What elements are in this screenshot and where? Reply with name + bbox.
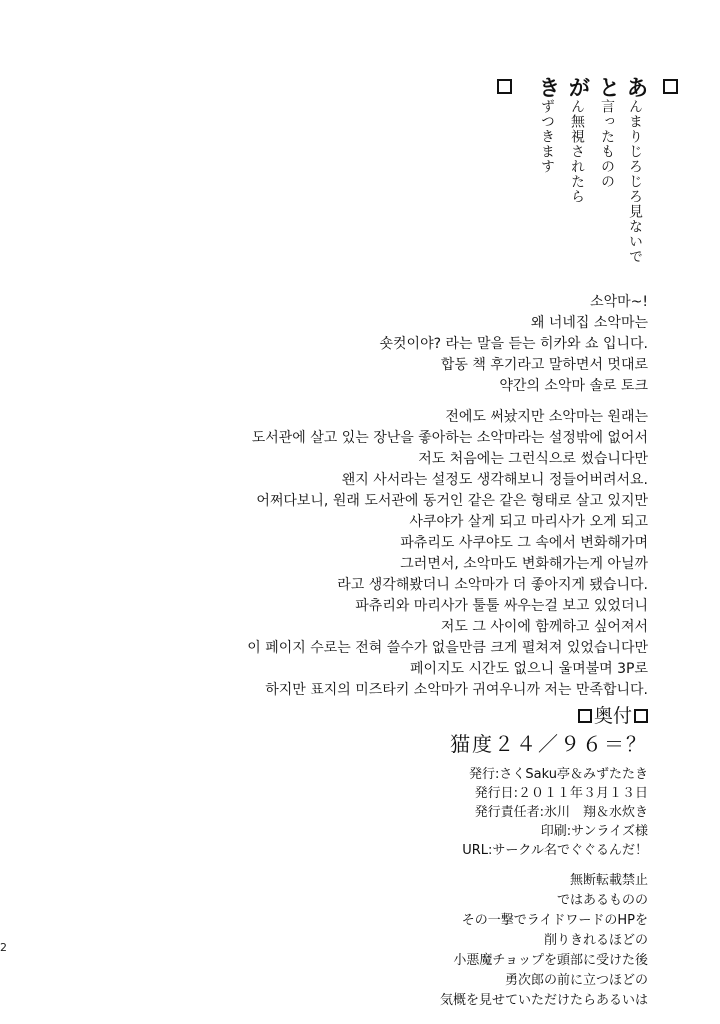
korean-line: 이 페이지 수로는 전혀 쓸수가 없을만큼 크게 펼쳐져 있었습니다만 — [247, 640, 648, 656]
korean-line: 저도 처음에는 그런식으로 썼습니다만 — [418, 451, 648, 467]
vertical-line-initial: き — [535, 76, 560, 99]
vertical-line-1 — [624, 76, 646, 264]
closing-line: その一撃でライドワードのHPを — [461, 913, 648, 928]
closing-line: 小悪魔チョップを頭部に受けた後 — [453, 953, 648, 968]
korean-line: 왜 너네집 소악마는 — [530, 315, 648, 331]
colophon-line: URL:サークル名でぐぐるんだ！ — [462, 843, 648, 858]
book-title: 猫度２４／９６＝？ — [450, 732, 648, 756]
korean-line: 파츄리와 마리사가 툴툴 싸우는걸 보고 있었더니 — [355, 598, 648, 614]
korean-line: 어쩌다보니, 원래 도서관에 동거인 같은 같은 형태로 살고 있지만 — [256, 493, 648, 509]
korean-line: 약간의 소악마 솔로 토크 — [499, 378, 648, 394]
vertical-line-text: んまりじろじろ見ないで — [627, 99, 643, 264]
vertical-line-initial: あ — [623, 76, 648, 99]
colophon-line: 発行日:２０１１年３月１３日 — [474, 786, 648, 801]
colophon-line: 発行:さくSaku亭＆みずたたき — [469, 767, 648, 782]
closing-line: 気概を見せていただけたらあるいは — [439, 993, 648, 1008]
closing-line: 削りきれるほどの — [543, 933, 648, 948]
colophon-heading-text: 奥付 — [593, 705, 632, 727]
korean-line: 하지만 표지의 미즈타키 소악마가 귀여우니까 저는 만족합니다. — [265, 682, 648, 698]
vertical-line-2 — [596, 76, 618, 189]
vertical-line-text: ん無視されたら — [569, 99, 585, 204]
korean-line: 소악마~! — [590, 294, 648, 310]
colophon-line: 印刷:サンライズ様 — [540, 824, 648, 839]
korean-line: 파츄리도 사쿠야도 그 속에서 변화해가며 — [400, 535, 648, 551]
vertical-line-4 — [536, 76, 558, 174]
colophon-line: 発行責任者:氷川 翔＆水炊き — [474, 805, 648, 820]
page-number: 2 — [0, 941, 7, 954]
vertical-line-text: ずつきます — [539, 99, 555, 174]
korean-line: 전에도 써놨지만 소악마는 원래는 — [445, 409, 648, 425]
square-bracket-mark — [663, 79, 678, 94]
korean-line: 왠지 사서라는 설정도 생각해보니 정들어버려서요. — [341, 472, 648, 488]
square-bracket-mark — [497, 79, 512, 94]
colophon-heading — [578, 704, 648, 728]
vertical-line-text: 言ったものの — [599, 99, 615, 189]
square-bracket-mark — [634, 709, 648, 723]
closing-line: ではあるものの — [556, 893, 648, 908]
korean-line: 페이지도 시간도 없으니 울며불며 3P로 — [409, 661, 648, 677]
korean-line: 저도 그 사이에 함께하고 싶어져서 — [440, 619, 648, 635]
korean-line: 도서관에 살고 있는 장난을 좋아하는 소악마라는 설정밖에 없어서 — [251, 430, 648, 446]
korean-line: 합동 책 후기라고 말하면서 멋대로 — [440, 357, 648, 373]
closing-line: 無断転載禁止 — [569, 873, 648, 888]
square-bracket-mark — [578, 709, 592, 723]
korean-line: 그러면서, 소악마도 변화해가는게 아닐까 — [400, 556, 648, 572]
korean-line: 사쿠야가 살게 되고 마리사가 오게 되고 — [409, 514, 648, 530]
korean-line: 숏컷이야? 라는 말을 듣는 히카와 쇼 입니다. — [379, 336, 648, 352]
vertical-line-initial: と — [595, 76, 620, 99]
vertical-line-3 — [566, 76, 588, 204]
korean-line: 라고 생각해봤더니 소악마가 더 좋아지게 됐습니다. — [337, 577, 648, 593]
closing-line: 勇次郎の前に立つほどの — [504, 973, 648, 988]
vertical-line-initial: が — [565, 76, 590, 99]
